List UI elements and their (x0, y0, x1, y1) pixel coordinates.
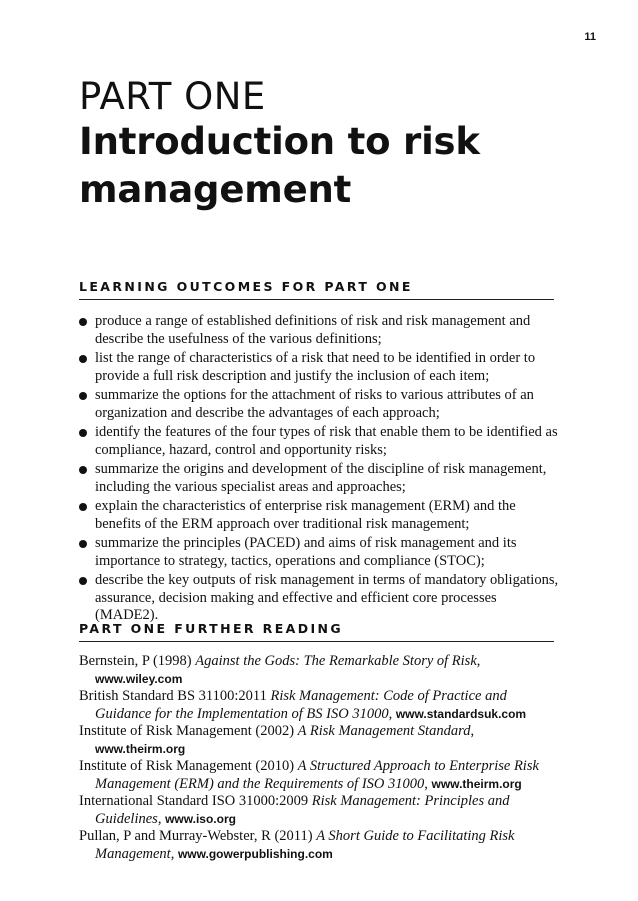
reading-entry (79, 758, 561, 793)
bullet-icon (79, 577, 87, 585)
list-item-text: list the range of characteristics of a risk that need to be identified in order to provide a full risk description and justify the inclusion of each item; (95, 350, 536, 384)
list-item-text: identify the features of the four types of risk that enable them to be identified as compliance, hazard, control and opportunity risks; (95, 424, 558, 458)
reading-separator: , (476, 653, 481, 669)
page-number: 11 (584, 31, 596, 43)
list-item (79, 535, 559, 570)
bullet-icon (79, 429, 87, 437)
list-item-text: describe the key outputs of risk management in terms of mandatory obligations, assurance, decision making and effective and efficient core processes (MADE2). (95, 572, 559, 623)
bullet-icon (79, 466, 87, 474)
reading-title: Risk Management: Code of Practice and Guidance for the Implementation of BS ISO 31000 (95, 688, 507, 722)
bullet-icon (79, 318, 87, 326)
reading-title: Risk Management: Principles and Guidelines (95, 793, 510, 827)
reading-entry (79, 688, 561, 723)
list-item (79, 461, 559, 496)
reading-author: British Standard BS 31100:2011 (79, 688, 271, 704)
reading-entry (79, 723, 561, 758)
list-item-text: summarize the origins and development of the discipline of risk management, including the various specialist areas and approaches; (95, 461, 547, 495)
reading-url-link[interactable]: www.gowerpublishing.com (177, 846, 333, 861)
part-label: PART ONE (79, 75, 266, 118)
list-item-text: explain the characteristics of enterprise risk management (ERM) and the benefits of the ERM approach over traditional risk management; (95, 498, 516, 532)
bullet-icon (79, 503, 87, 511)
bullet-icon (79, 540, 87, 548)
reading-url-link[interactable]: www.theirm.org (95, 741, 186, 756)
reading-entry (79, 828, 561, 863)
list-item (79, 350, 559, 385)
reading-url-link[interactable]: www.wiley.com (95, 671, 183, 686)
reading-author: Institute of Risk Management (2010) (79, 758, 298, 774)
learning-outcomes-list (79, 313, 559, 627)
learning-outcomes-heading: LEARNING OUTCOMES FOR PART ONE (79, 279, 554, 300)
further-reading-list (79, 653, 561, 863)
list-item (79, 498, 559, 533)
list-item (79, 313, 559, 348)
reading-separator: , (157, 810, 166, 827)
reading-author: Bernstein, P (1998) (79, 653, 196, 669)
list-item (79, 424, 559, 459)
bullet-icon (79, 392, 87, 400)
reading-title: Against the Gods: The Remarkable Story of Risk (195, 653, 477, 669)
reading-separator: , (388, 705, 396, 722)
reading-title: A Risk Management Standard (297, 723, 471, 739)
reading-separator: , (470, 723, 475, 739)
reading-separator: , (424, 775, 432, 792)
list-item-text: produce a range of established definitions of risk and risk management and describe the usefulness of the various definitions; (95, 313, 531, 347)
list-item (79, 572, 559, 625)
reading-author: Institute of Risk Management (2002) (79, 723, 298, 739)
part-title: Introduction to risk management (79, 120, 480, 211)
list-item-text: summarize the options for the attachment of risks to various attributes of an organization and describe the advantages of each approach; (95, 387, 534, 421)
bullet-icon (79, 355, 87, 363)
reading-title: A Structured Approach to Enterprise Risk Management (ERM) and the Requirements of ISO 31000 (95, 758, 539, 792)
reading-url-link[interactable]: www.standardsuk.com (395, 706, 527, 721)
reading-separator: , (170, 845, 178, 862)
further-reading-heading: PART ONE FURTHER READING (79, 621, 554, 642)
reading-title: A Short Guide to Facilitating Risk Management (95, 828, 515, 862)
list-item (79, 387, 559, 422)
list-item-text: summarize the principles (PACED) and aims of risk management and its importance to strategy, tactics, operations and compliance (STOC); (95, 535, 517, 569)
reading-url-link[interactable]: www.theirm.org (431, 776, 522, 791)
reading-author: International Standard ISO 31000:2009 (79, 793, 312, 809)
reading-entry (79, 653, 561, 688)
reading-author: Pullan, P and Murray-Webster, R (2011) (79, 828, 317, 844)
reading-entry (79, 793, 561, 828)
reading-url-link[interactable]: www.iso.org (165, 811, 236, 826)
